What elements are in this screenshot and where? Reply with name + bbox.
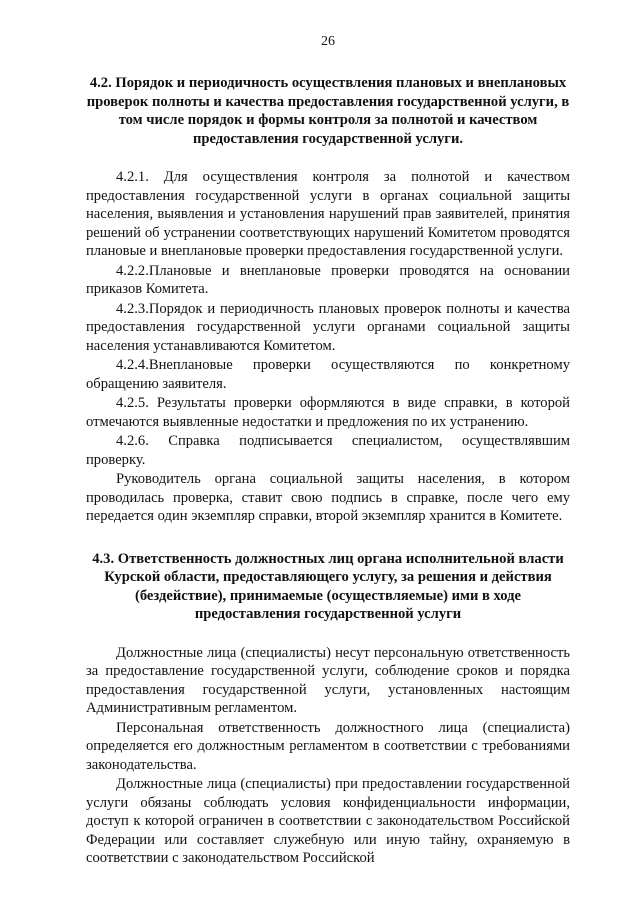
paragraph-4-3-confidentiality: Должностные лица (специалисты) при предоставлении государственной услуги обязаны соблюдать условия конфиденциальности информации, доступ к которой ограничен в соответствии с законодательством Российской Федерации или составляет служебную или иную тайну, охраняемую в соответствии с законодательством Российской (86, 776, 570, 866)
paragraph-4-2-3: 4.2.3.Порядок и периодичность плановых проверок полноты и качества предоставления государственной услуги органами социальной защиты населения устанавливаются Комитетом. (86, 300, 570, 354)
paragraph-4-2-6: 4.2.6. Справка подписывается специалистом, осуществлявшим проверку. (86, 433, 570, 468)
paragraph-4-2-4: 4.2.4.Внеплановые проверки осуществляются по конкретному обращению заявителя. (86, 357, 570, 392)
section-4-2 (86, 74, 570, 526)
section-4-3-heading: 4.3. Ответственность должностных лиц органа исполнительной власти Курской области, предоставляющего услугу, за решения и действия (бездействие), принимаемые (осуществляемые) ими в ходе предоставления государственной услуги (92, 550, 564, 622)
paragraph-4-2-2: 4.2.2.Плановые и внеплановые проверки проводятся на основании приказов Комитета. (86, 262, 570, 297)
paragraph-4-2-5: 4.2.5. Результаты проверки оформляются в виде справки, в которой отмечаются выявленные недостатки и предложения по их устранению. (86, 395, 570, 430)
paragraph-4-2-head-signature: Руководитель органа социальной защиты населения, в котором проводилась проверка, ставит свою подпись в справке, после чего ему передается один экземпляр справки, второй экземпляр хранится в Комитете. (86, 471, 570, 524)
section-4-2-heading: 4.2. Порядок и периодичность осуществления плановых и внеплановых проверок полноты и качества предоставления государственной услуги, в том числе порядок и формы контроля за полнотой и качеством предоставления государственной услуги. (86, 75, 570, 147)
paragraph-4-3-responsibility: Должностные лица (специалисты) несут персональную ответственность за предоставление государственной услуги, соблюдение сроков и порядка предоставления государственной услуги, установленных настоящим Административным регламентом. (86, 644, 570, 716)
paragraph-4-3-personal: Персональная ответственность должностного лица (специалиста) определяется его должностным регламентом в соответствии с требованиями законодательства. (86, 719, 570, 773)
page-number: 26 (321, 34, 335, 49)
section-4-3 (86, 550, 570, 868)
paragraph-4-2-1: 4.2.1. Для осуществления контроля за полнотой и качеством предоставления государственной услуги в органах социальной защиты населения, выявления и установления нарушений прав заявителей, принятия решений об устранении соответствующих нарушений Комитетом проводятся плановые и внеплановые проверки предоставления государственной услуги. (86, 169, 570, 259)
